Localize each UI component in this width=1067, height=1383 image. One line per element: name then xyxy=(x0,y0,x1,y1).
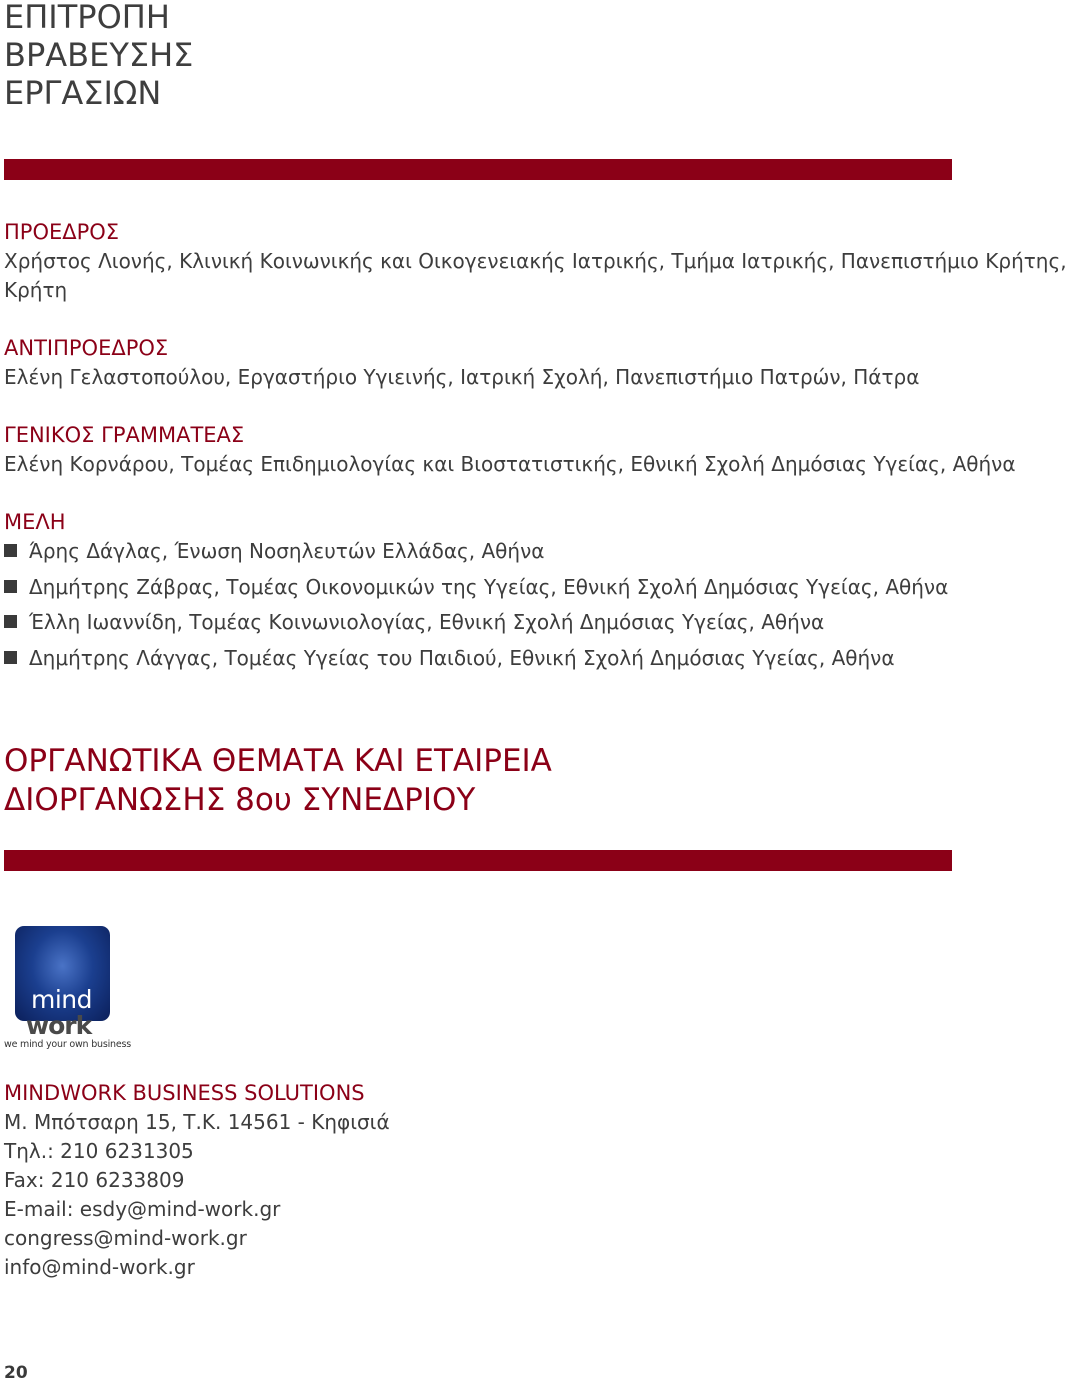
contact-email: info@mind-work.gr xyxy=(4,1255,195,1279)
contact-phone: Τηλ.: 210 6231305 xyxy=(4,1139,194,1163)
organization-heading-line: ΔΙΟΡΓΑΝΩΣΗΣ 8ου ΣΥΝΕΔΡΙΟΥ xyxy=(4,782,476,818)
president-text: Χρήστος Λιονής, Κλινική Κοινωνικής και Οικογενειακής Ιατρικής, Τμήμα Ιατρικής, Πανεπιστήμιο Κρήτης, xyxy=(4,249,1067,273)
list-item xyxy=(4,573,948,609)
logo-word-mind: mind xyxy=(31,985,93,1014)
contact-block xyxy=(4,1108,390,1282)
list-item xyxy=(4,644,948,680)
company-name: MINDWORK BUSINESS SOLUTIONS xyxy=(4,1081,365,1105)
logo-tagline: we mind your own business xyxy=(4,1039,132,1050)
title-line: ΒΡΑΒΕΥΣΗΣ xyxy=(4,36,194,74)
secretary-heading: ΓΕΝΙΚΟΣ ΓΡΑΜΜΑΤΕΑΣ xyxy=(4,423,245,447)
list-item xyxy=(4,537,948,573)
title-line: ΕΠΙΤΡΟΠΗ xyxy=(4,0,170,36)
contact-email: congress@mind-work.gr xyxy=(4,1226,247,1250)
bullet-square-icon xyxy=(4,651,17,664)
contact-email: E-mail: esdy@mind-work.gr xyxy=(4,1197,281,1221)
bullet-square-icon xyxy=(4,580,17,593)
organization-heading-line: ΟΡΓΑΝΩΤΙΚΑ ΘΕΜΑΤΑ ΚΑΙ ΕΤΑΙΡΕΙΑ xyxy=(4,743,552,779)
president-text-cont: Κρήτη xyxy=(4,278,68,302)
mindwork-logo xyxy=(4,926,132,1052)
vice-president-text: Ελένη Γελαστοπούλου, Εργαστήριο Υγιεινής, Ιατρική Σχολή, Πανεπιστήμιο Πατρών, Πάτρα xyxy=(4,365,920,389)
members-heading: ΜΕΛΗ xyxy=(4,510,66,534)
organization-heading xyxy=(4,742,552,820)
section-divider-bar xyxy=(4,159,952,180)
member-text: Έλλη Ιωαννίδη, Τομέας Κοινωνιολογίας, Εθνική Σχολή Δημόσιας Υγείας, Αθήνα xyxy=(29,610,825,634)
president-heading: ΠΡΟΕΔΡΟΣ xyxy=(4,220,120,244)
logo-word-work: work xyxy=(26,1011,92,1040)
vice-president-heading: ΑΝΤΙΠΡΟΕΔΡΟΣ xyxy=(4,336,169,360)
contact-fax: Fax: 210 6233809 xyxy=(4,1168,185,1192)
title-line: ΕΡΓΑΣΙΩΝ xyxy=(4,74,162,112)
member-text: Άρης Δάγλας, Ένωση Νοσηλευτών Ελλάδας, Αθήνα xyxy=(29,539,545,563)
secretary-text: Ελένη Κορνάρου, Τομέας Επιδημιολογίας και Βιοστατιστικής, Εθνική Σχολή Δημόσιας Υγείας, Αθήνα xyxy=(4,452,1016,476)
section-divider-bar xyxy=(4,850,952,871)
list-item xyxy=(4,608,948,644)
page-number: 20 xyxy=(4,1363,28,1383)
contact-address: Μ. Μπότσαρη 15, Τ.Κ. 14561 - Κηφισιά xyxy=(4,1110,390,1134)
member-text: Δημήτρης Λάγγας, Τομέας Υγείας του Παιδιού, Εθνική Σχολή Δημόσιας Υγείας, Αθήνα xyxy=(29,645,895,670)
members-list xyxy=(4,537,948,679)
bullet-square-icon xyxy=(4,615,17,628)
member-text: Δημήτρης Ζάβρας, Τομέας Οικονομικών της Υγείας, Εθνική Σχολή Δημόσιας Υγείας, Αθήνα xyxy=(29,574,949,599)
page-title xyxy=(4,0,193,112)
bullet-square-icon xyxy=(4,544,17,557)
